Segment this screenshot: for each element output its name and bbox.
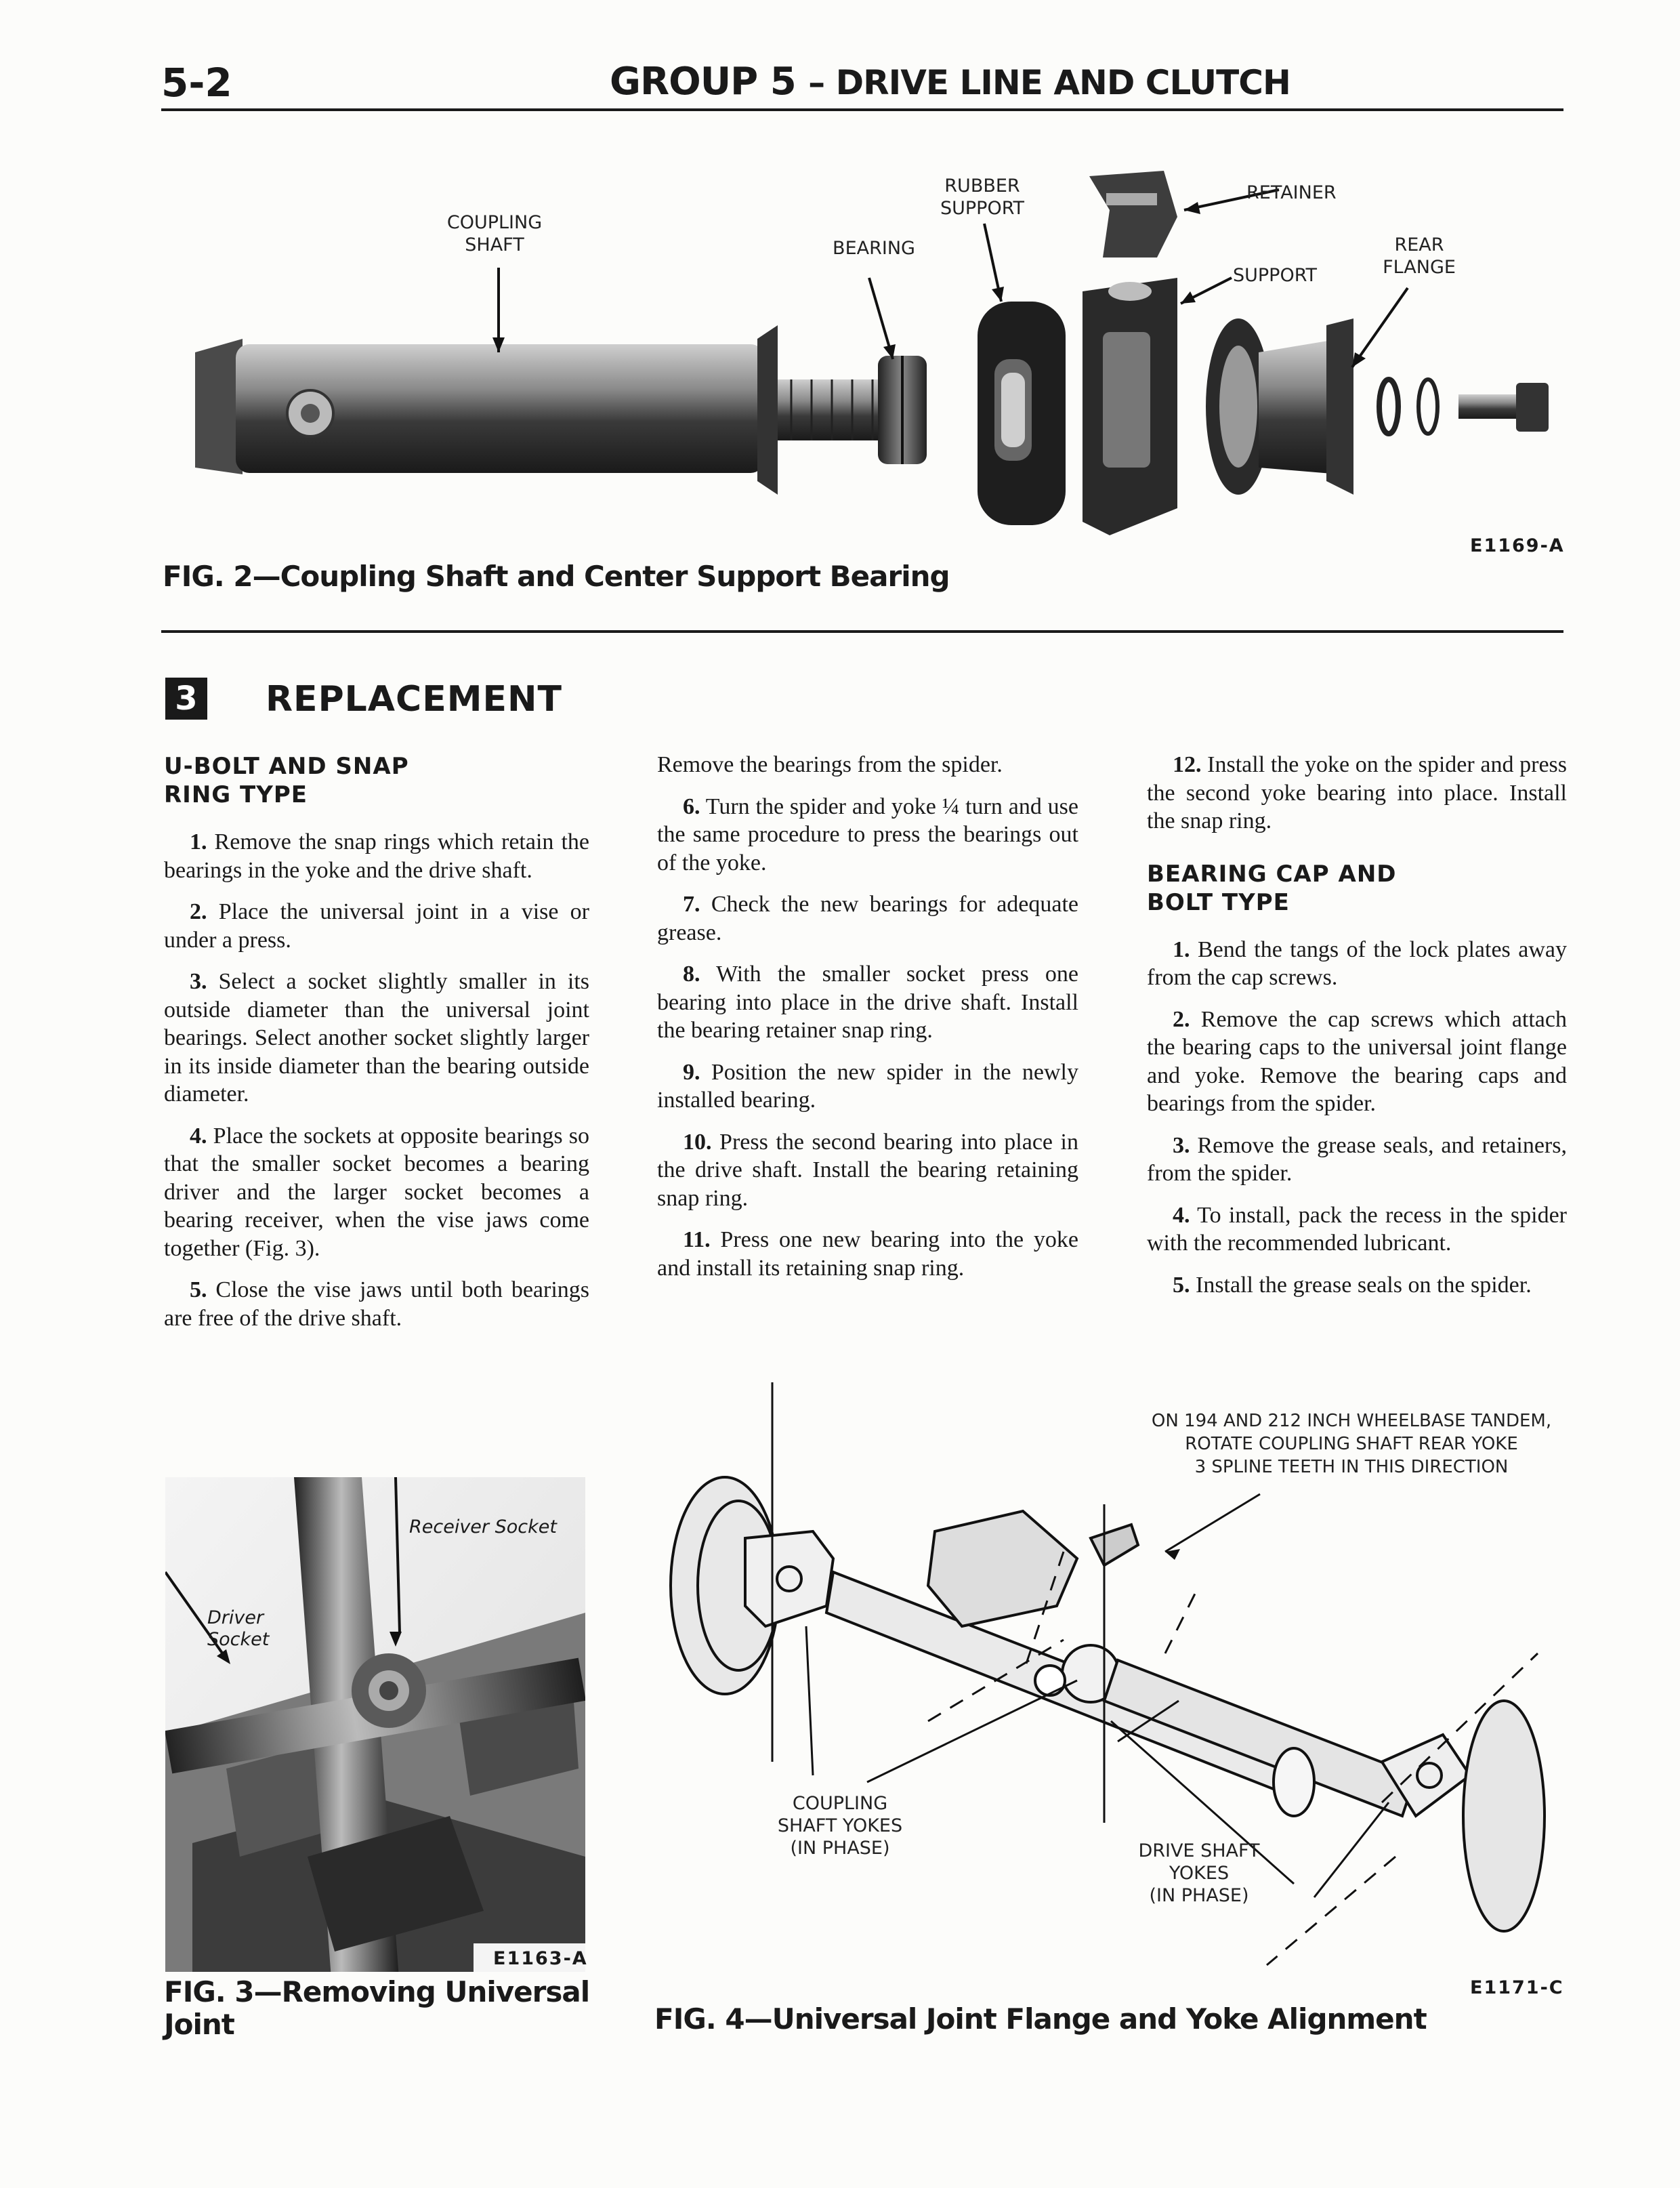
washers-bolt-shape (1379, 379, 1549, 434)
step: 2. Place the universal joint in a vise or under a press. (164, 899, 589, 953)
step: 2. Remove the cap screws which attach the bearing caps to the universal joint flange and yoke. Remove the bearing caps and bearings from the spider. (1147, 1006, 1567, 1116)
fig4-caption: FIG. 4—Universal Joint Flange and Yoke Alignment (654, 2002, 1427, 2036)
group-label: GROUP 5 (610, 60, 796, 104)
section-number-badge: 3 (165, 678, 207, 720)
step: 10. Press the second bearing into place in the drive shaft. Install the bearing retaining snap ring. (657, 1129, 1079, 1211)
column-1 (164, 752, 589, 1346)
step: 6. Turn the spider and yoke ¼ turn and use the same procedure to press the bearings out of the yoke. (657, 793, 1078, 875)
step: 11. Press one new bearing into the yoke and install its retaining snap ring. (657, 1227, 1079, 1281)
step: 12. Install the yoke on the spider and press the second yoke bearing into place. Install the snap ring. (1147, 752, 1567, 833)
fig4-note: ON 194 AND 212 INCH WHEELBASE TANDEM, ROTATE COUPLING SHAFT REAR YOKE 3 SPLINE TEETH IN THIS DIRECTION (1151, 1411, 1552, 1477)
section-title: REPLACEMENT (266, 679, 562, 720)
header-rule (161, 108, 1563, 111)
step: 4. Place the sockets at opposite bearings so that the smaller socket becomes a bearing driver and the larger socket becomes a bearing receiver, when the vise jaws come together (Fig. 3). (164, 1123, 590, 1261)
coupling-shaft-shape (195, 325, 920, 495)
label-receiver-socket: Receiver Socket (409, 1516, 557, 1537)
page-number: 5-2 (161, 60, 232, 106)
fig3-photo (165, 1477, 585, 1972)
step: 1. Bend the tangs of the lock plates away from the cap screws. (1147, 936, 1567, 990)
label-bearing: BEARING (833, 238, 915, 259)
support-bracket-shape (1083, 278, 1177, 535)
step: 5. Close the vise jaws until both bearings are free of the drive shaft. (164, 1277, 589, 1331)
label-retainer: RETAINER (1246, 182, 1337, 203)
running-head (610, 60, 1290, 104)
bearing-shape (878, 356, 927, 464)
label-coupling-shaft-yokes: COUPLING SHAFT YOKES (IN PHASE) (777, 1793, 903, 1859)
label-support: SUPPORT (1233, 265, 1318, 286)
fig3-caption-line2: Joint (164, 2008, 234, 2041)
step: 8. With the smaller socket press one bearing into place in the drive shaft. Install the bearing retainer snap ring. (657, 962, 1078, 1043)
fig2-caption: FIG. 2—Coupling Shaft and Center Support Bearing (163, 560, 950, 593)
label-drive-shaft-yokes: DRIVE SHAFT YOKES (IN PHASE) (1138, 1840, 1260, 1906)
heading-bearing-cap: BEARING CAP AND BOLT TYPE (1147, 860, 1397, 916)
step: 3. Remove the grease seals, and retainers, from the spider. (1147, 1132, 1567, 1186)
fig3-code: E1163-A (493, 1948, 588, 1969)
rubber-support-shape (978, 302, 1066, 525)
step: 3. Select a socket slightly smaller in its outside diameter than the universal joint bearings. Select another socket slightly larger in its inside diameter than the bearing outside diameter. (164, 969, 590, 1107)
label-rear-flange: REAR FLANGE (1383, 234, 1456, 278)
fig2-illustration (161, 156, 1563, 562)
label-coupling-shaft: COUPLING SHAFT (446, 212, 543, 255)
heading-ubolt: U-BOLT AND SNAP RING TYPE (164, 753, 409, 808)
fig2-code: E1169-A (1470, 535, 1565, 556)
column-2 (657, 751, 1078, 1296)
fig4-code: E1171-C (1470, 1977, 1564, 1998)
step: 7. Check the new bearings for adequate grease. (657, 892, 1078, 945)
section-rule (161, 630, 1563, 633)
step: 1. Remove the snap rings which retain the bearings in the yoke and the drive shaft. (164, 829, 589, 883)
column-3 (1147, 751, 1567, 1313)
label-driver-socket: Driver Socket (207, 1607, 270, 1650)
retainer-shape (1089, 171, 1177, 257)
step: 9. Position the new spider in the newly installed bearing. (657, 1059, 1079, 1113)
chapter-title: – DRIVE LINE AND CLUTCH (808, 63, 1290, 102)
label-rubber-support: RUBBER SUPPORT (940, 176, 1024, 219)
step: 5. Install the grease seals on the spider. (1173, 1272, 1532, 1298)
rear-flange-shape (1206, 318, 1353, 495)
fig3-caption-line1: FIG. 3—Removing Universal (164, 1975, 590, 2008)
continuation-text: Remove the bearings from the spider. (657, 752, 1003, 777)
step: 4. To install, pack the recess in the spider with the recommended lubricant. (1147, 1202, 1567, 1256)
